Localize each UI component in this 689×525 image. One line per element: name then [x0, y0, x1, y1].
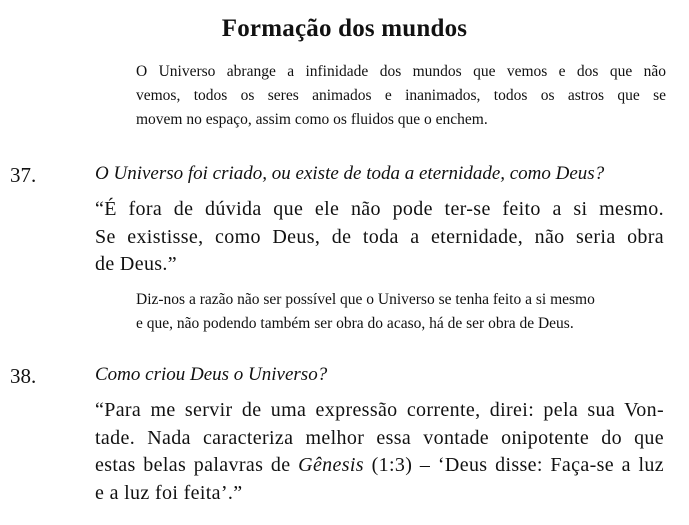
answer-fragment: estas belas palavras de — [95, 454, 299, 476]
question-number: 38. — [10, 364, 37, 388]
intro-paragraph — [136, 60, 666, 132]
intro-line: O Universo abrange a infinidade dos mundos que vemos e dos que não — [136, 63, 666, 80]
answer-line: Se existisse, como Deus, de toda a eternidade, não seria obra — [95, 225, 664, 248]
question-number: 37. — [10, 163, 37, 187]
answer-line: “É fora de dúvida que ele não pode ter-se feito a si mesmo. — [95, 198, 664, 220]
answer-line: “Para me servir de uma expressão corrente, direi: pela sua Von- — [95, 399, 664, 421]
answer-line: tade. Nada caracteriza melhor essa vontade onipotente do que — [95, 426, 664, 449]
answer-paragraph — [95, 397, 664, 507]
answer-line — [95, 452, 664, 480]
question-text: O Universo foi criado, ou existe de toda a eternidade, como Deus? — [95, 163, 605, 184]
answer-line: de Deus.” — [95, 253, 178, 275]
answer-fragment: (1:3) – ‘Deus disse: Faça-se a luz — [363, 454, 664, 476]
commentary-paragraph — [136, 288, 666, 336]
book-reference: Gênesis — [298, 454, 364, 476]
intro-line: vemos, todos os seres animados e inanimados, todos os astros que se — [136, 87, 666, 104]
commentary-line: Diz-nos a razão não ser possível que o Universo se tenha feito a si mesmo — [136, 291, 595, 308]
answer-paragraph — [95, 196, 664, 279]
commentary-line: e que, não podendo também ser obra do acaso, há de ser obra de Deus. — [136, 315, 574, 332]
intro-line: movem no espaço, assim como os fluidos que o enchem. — [136, 111, 488, 128]
answer-line: e a luz foi feita’.” — [95, 481, 243, 504]
question-text: Como criou Deus o Universo? — [95, 364, 328, 385]
section-title: Formação dos mundos — [221, 15, 468, 42]
